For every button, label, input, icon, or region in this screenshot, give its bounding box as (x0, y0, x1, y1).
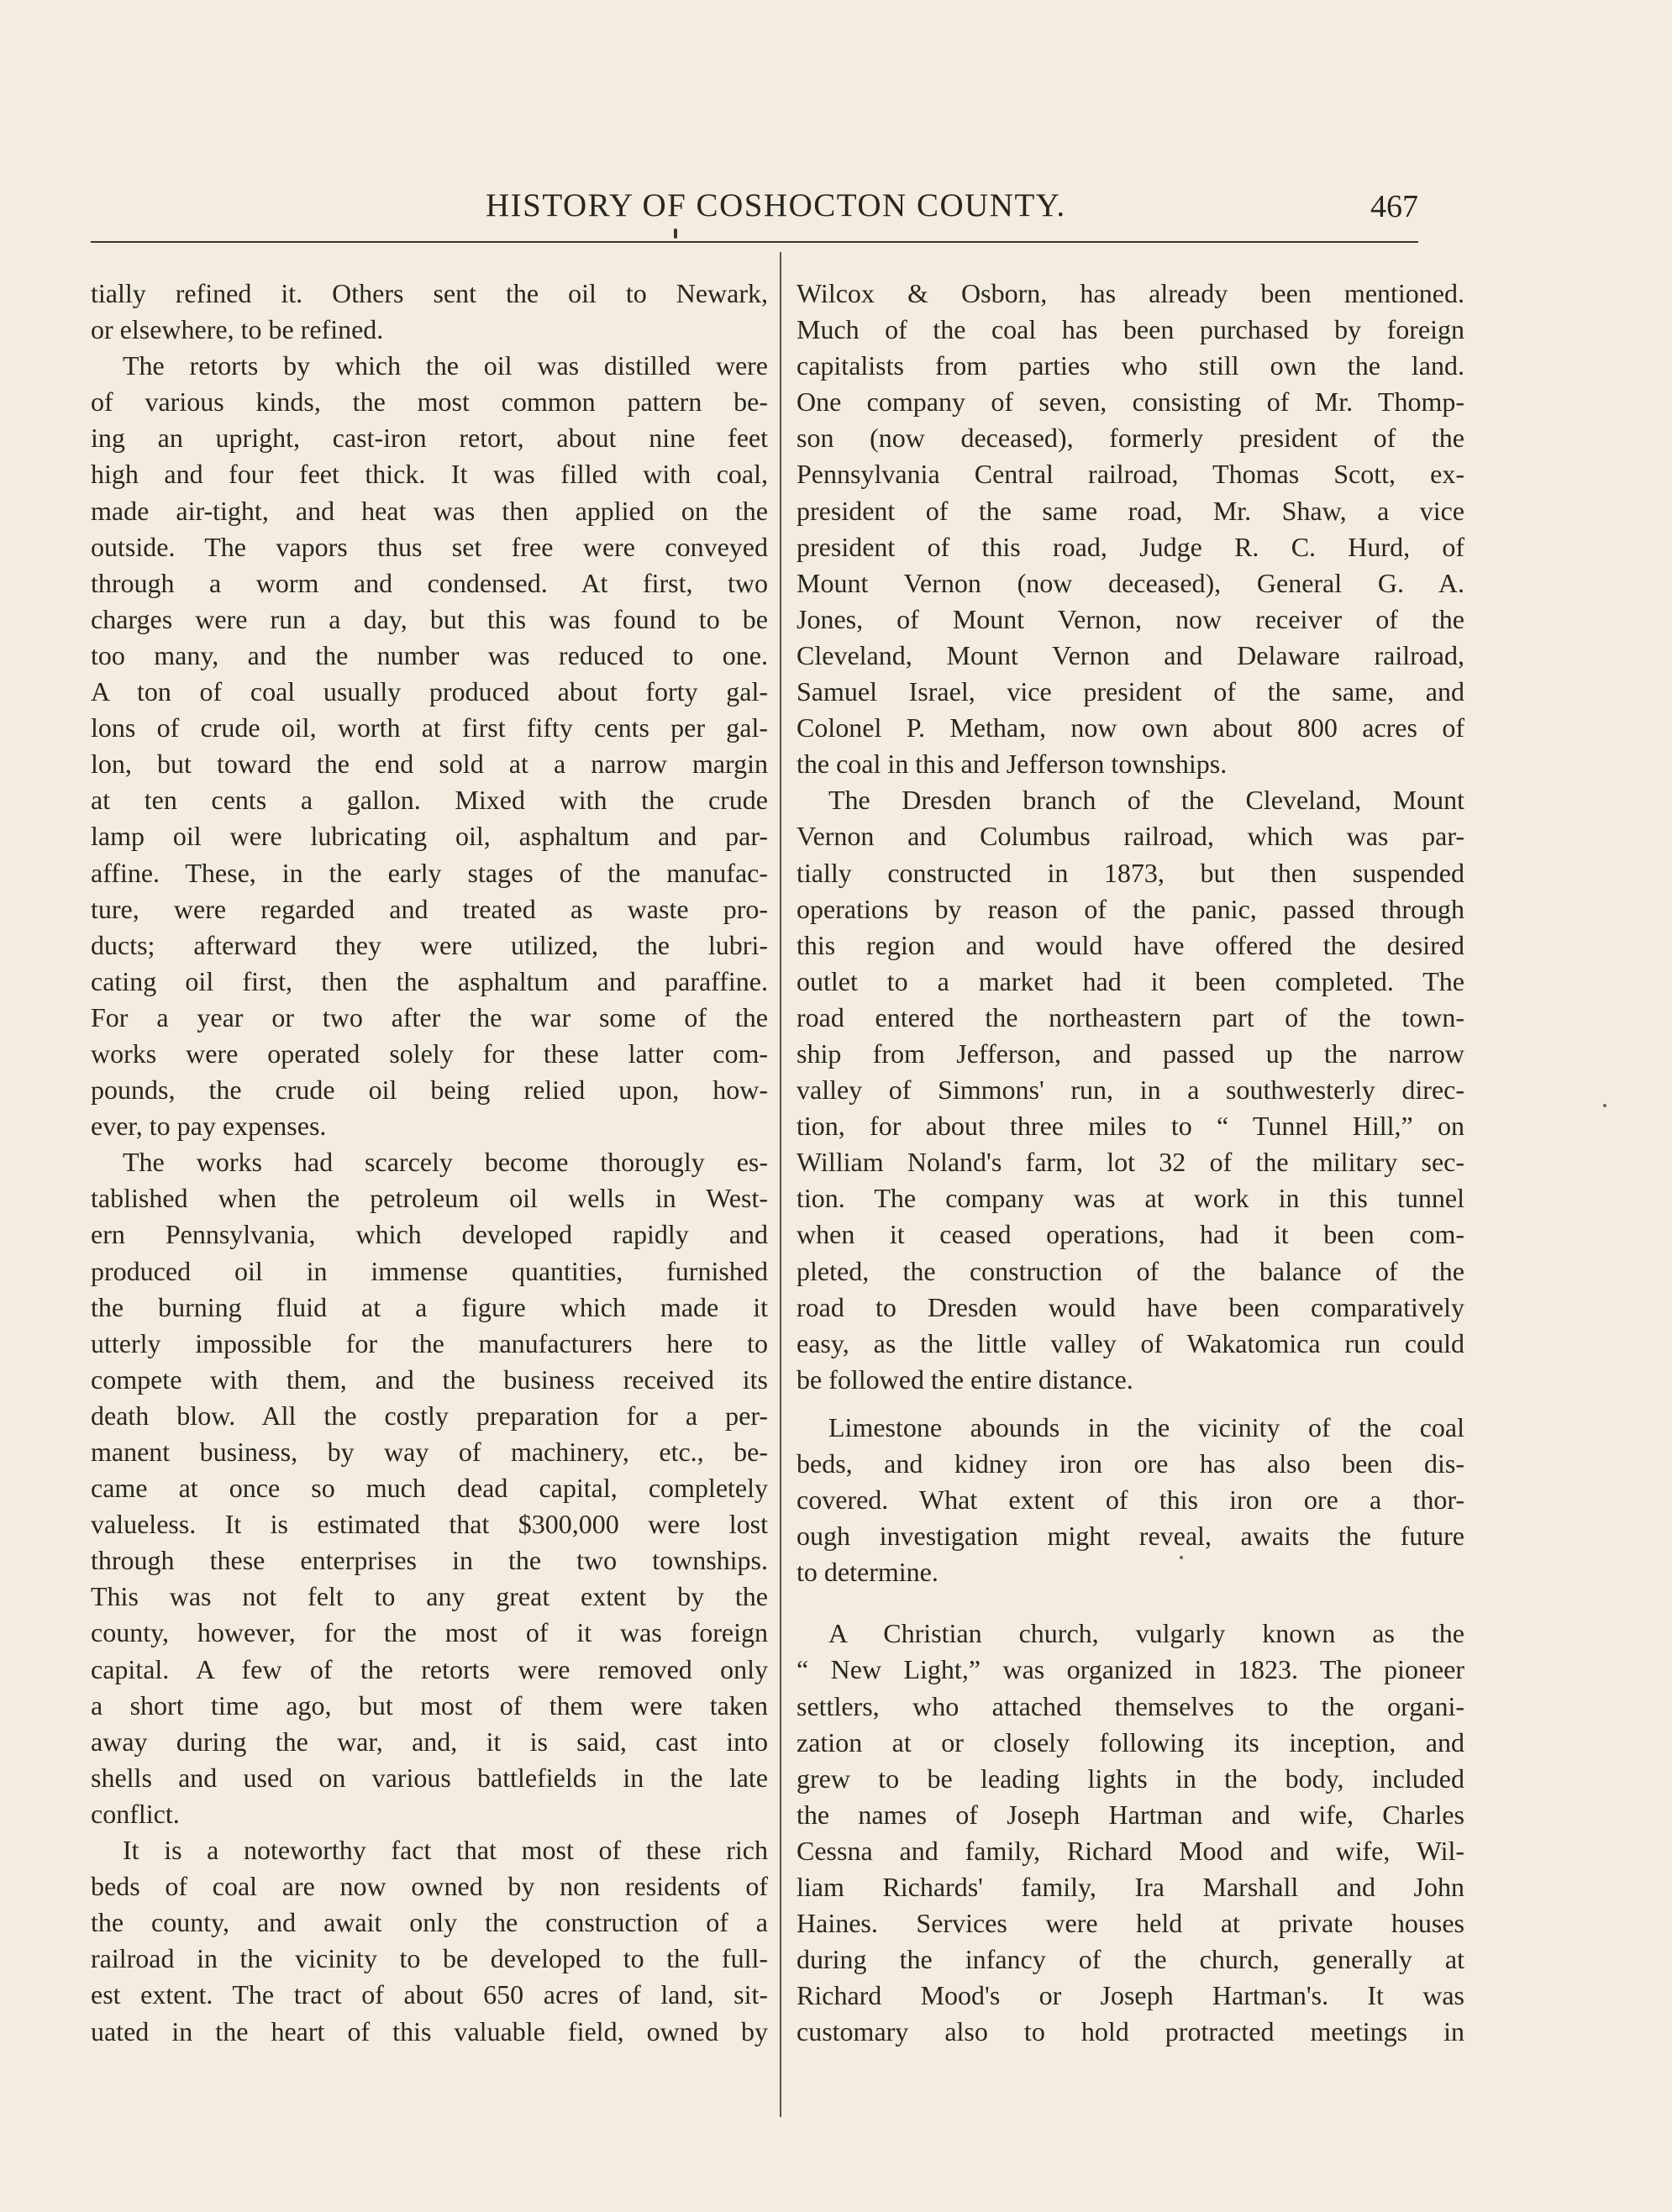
text-line: tion. The company was at work in this tunnel (797, 1183, 1464, 1214)
text-line: valley of Simmons' run, in a southwesterly direc- (797, 1074, 1464, 1106)
text-line: Haines. Services were held at private houses (797, 1908, 1464, 1939)
text-line: Wilcox & Osborn, has already been mentioned. (797, 278, 1464, 308)
text-line: Colonel P. Metham, now own about 800 acres of (797, 712, 1464, 743)
text-line: manent business, by way of machinery, etc., be- (91, 1437, 768, 1467)
text-line: lamp oil were lubricating oil, asphaltum and par- (91, 821, 768, 852)
text-line: death blow. All the costly preparation for a per- (91, 1400, 768, 1431)
text-line: at ten cents a gallon. Mixed with the crude (91, 785, 768, 816)
text-line: “ New Light,” was organized in 1823. The pioneer (797, 1654, 1464, 1685)
text-line: this region and would have offered the desired (797, 929, 1464, 960)
text-line: The retorts by which the oil was distilled were (123, 350, 768, 381)
text-line: ture, were regarded and treated as waste pro- (91, 893, 768, 924)
text-line: the burning fluid at a figure which made it (91, 1291, 768, 1322)
text-line: Cleveland, Mount Vernon and Delaware railroad, (797, 639, 1464, 670)
text-line: during the infancy of the church, generally at (797, 1944, 1464, 1975)
text-line: zation at or closely following its inception, and (797, 1726, 1464, 1758)
header-rule (91, 241, 1418, 243)
text-line: beds of coal are now owned by non residents of (91, 1871, 768, 1902)
text-line: Pennsylvania Central railroad, Thomas Scott, ex- (797, 459, 1464, 490)
text-line: be followed the entire distance. (797, 1363, 1133, 1395)
page-number: 467 (1370, 189, 1418, 224)
text-line: came at once so much dead capital, completely (91, 1473, 768, 1504)
header-ornament (674, 229, 677, 239)
text-line: shells and used on various battlefields in the late (91, 1762, 768, 1793)
text-line: Richard Mood's or Joseph Hartman's. It was (797, 1980, 1464, 2011)
text-line: utterly impossible for the manufacturers here to (91, 1327, 768, 1358)
text-line: lon, but toward the end sold at a narrow margin (91, 749, 768, 780)
text-line: president of the same road, Mr. Shaw, a vice (797, 495, 1464, 526)
text-line: son (now deceased), formerly president of the (797, 423, 1464, 454)
text-line: compete with them, and the business received its (91, 1363, 768, 1395)
text-line: grew to be leading lights in the body, included (797, 1763, 1464, 1794)
text-line: produced oil in immense quantities, furnished (91, 1255, 768, 1286)
text-line: est extent. The tract of about 650 acres of land, sit- (91, 1979, 768, 2010)
text-line: through these enterprises in the two townships. (91, 1545, 768, 1576)
text-line: capital. A few of the retorts were removed only (91, 1653, 768, 1684)
running-title: HISTORY OF COSHOCTON COUNTY. (486, 187, 1066, 223)
text-line: affine. These, in the early stages of the manufac- (91, 857, 768, 888)
text-line: ern Pennsylvania, which developed rapidly and (91, 1219, 768, 1250)
text-line: charges were run a day, but this was found to be (91, 603, 768, 634)
text-line: road to Dresden would have been comparatively (797, 1291, 1464, 1322)
text-line: ship from Jefferson, and passed up the narrow (797, 1038, 1464, 1069)
text-line: operations by reason of the panic, passed through (797, 893, 1464, 924)
right-column (797, 276, 1464, 2051)
text-line: A ton of coal usually produced about forty gal- (91, 676, 768, 707)
text-line: a short time ago, but most of them were taken (91, 1689, 768, 1721)
text-line: high and four feet thick. It was filled with coal, (91, 459, 768, 490)
text-line: of various kinds, the most common pattern be- (91, 386, 768, 418)
text-line: railroad in the vicinity to be developed to the full- (91, 1943, 768, 1974)
text-line: One company of seven, consisting of Mr. Thomp- (797, 386, 1464, 418)
text-line: tion, for about three miles to “ Tunnel Hill,” on (797, 1111, 1464, 1142)
text-line: tially constructed in 1873, but then suspended (797, 857, 1464, 888)
text-line: the names of Joseph Hartman and wife, Charles (797, 1799, 1464, 1830)
text-line: Cessna and family, Richard Mood and wife, Wil- (797, 1835, 1464, 1866)
text-line: ducts; afterward they were utilized, the lubri- (91, 929, 768, 960)
text-line: too many, and the number was reduced to one. (91, 639, 768, 670)
text-line: easy, as the little valley of Wakatomica run could (797, 1327, 1464, 1358)
text-line: pounds, the crude oil being relied upon, how- (91, 1074, 768, 1106)
text-line: covered. What extent of this iron ore a thor- (797, 1484, 1464, 1516)
text-line: It is a noteworthy fact that most of these rich (123, 1835, 768, 1866)
text-line: Samuel Israel, vice president of the same, and (797, 676, 1464, 707)
text-line: when it ceased operations, had it been com- (797, 1219, 1464, 1250)
text-line: Mount Vernon (now deceased), General G. A. (797, 567, 1464, 598)
text-line: to determine. (797, 1557, 939, 1588)
section-gap (797, 1590, 1464, 1616)
text-line: works were operated solely for these latter com- (91, 1038, 768, 1069)
text-line: This was not felt to any great extent by the (91, 1581, 768, 1612)
text-line: customary also to hold protracted meetings in (797, 2016, 1464, 2047)
text-line: Much of the coal has been purchased by foreign (797, 314, 1464, 345)
text-line: Limestone abounds in the vicinity of the coal (828, 1411, 1464, 1442)
text-line: the coal in this and Jefferson townships. (797, 749, 1228, 780)
text-line: capitalists from parties who still own the land. (797, 350, 1464, 381)
text-line: conflict. (91, 1798, 180, 1829)
text-line: lons of crude oil, worth at first fifty cents per gal- (91, 712, 768, 743)
page-header (91, 187, 1418, 237)
text-line: made air-tight, and heat was then applied on the (91, 495, 768, 526)
left-column (91, 276, 768, 2050)
text-line: county, however, for the most of it was foreign (91, 1617, 768, 1648)
text-line: through a worm and condensed. At first, two (91, 567, 768, 598)
text-line: president of this road, Judge R. C. Hurd, of (797, 531, 1464, 562)
text-line: beds, and kidney iron ore has also been dis- (797, 1448, 1464, 1479)
text-line: pleted, the construction of the balance of the (797, 1255, 1464, 1286)
speck-mark (1603, 1104, 1606, 1107)
text-line: ever, to pay expenses. (91, 1111, 327, 1142)
text-line: A Christian church, vulgarly known as the (828, 1618, 1464, 1649)
text-line: The Dresden branch of the Cleveland, Mount (828, 785, 1464, 816)
text-line: outside. The vapors thus set free were conveyed (91, 531, 768, 562)
text-line: William Noland's farm, lot 32 of the military sec- (797, 1147, 1464, 1178)
text-line: settlers, who attached themselves to the organi- (797, 1690, 1464, 1721)
text-line: tablished when the petroleum oil wells in West- (91, 1183, 768, 1214)
text-line: cating oil first, then the asphaltum and paraffine. (91, 965, 768, 996)
text-line: outlet to a market had it been completed. The (797, 965, 1464, 996)
text-line: The works had scarcely become thorougly es- (123, 1147, 768, 1178)
text-line: For a year or two after the war some of the (91, 1001, 768, 1032)
text-line: road entered the northeastern part of the town- (797, 1001, 1464, 1032)
speck-mark (1180, 1556, 1183, 1559)
text-line: the county, and await only the construction of a (91, 1907, 768, 1938)
text-line: Vernon and Columbus railroad, which was par- (797, 821, 1464, 852)
text-line: away during the war, and, it is said, cast into (91, 1726, 768, 1757)
column-divider (780, 252, 781, 2117)
text-line: ough investigation might reveal, awaits the future (797, 1521, 1464, 1552)
text-line: uated in the heart of this valuable field, owned by (91, 2015, 768, 2046)
text-line: liam Richards' family, Ira Marshall and John (797, 1872, 1464, 1903)
text-line: valueless. It is estimated that $300,000 were lost (91, 1509, 768, 1540)
text-line: Jones, of Mount Vernon, now receiver of the (797, 603, 1464, 634)
paragraph-gap (797, 1398, 1464, 1410)
text-line: or elsewhere, to be refined. (91, 314, 384, 345)
text-line: ing an upright, cast-iron retort, about nine feet (91, 423, 768, 454)
text-line: tially refined it. Others sent the oil to Newark, (91, 278, 768, 308)
